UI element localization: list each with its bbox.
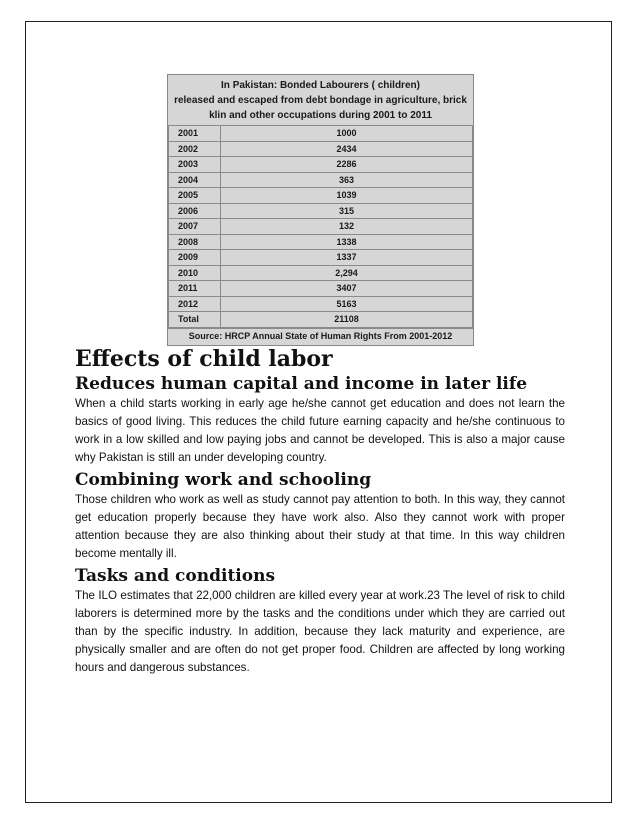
- table-cell-value: 363: [221, 172, 473, 188]
- table-row: [169, 265, 473, 281]
- table-row: [169, 157, 473, 173]
- table-cell-value: 1337: [221, 250, 473, 266]
- table-source: Source: HRCP Annual State of Human Rights From 2001-2012: [168, 328, 473, 343]
- table-caption: [168, 75, 473, 125]
- table-row: [169, 188, 473, 204]
- table-cell-year: 2012: [169, 296, 221, 312]
- table-row: [169, 296, 473, 312]
- table-row: [169, 126, 473, 142]
- caption-line-3: klin and other occupations during 2001 to 2011: [209, 110, 432, 121]
- table-cell-value: 2,294: [221, 265, 473, 281]
- caption-line-1: In Pakistan: Bonded Labourers ( children): [221, 80, 420, 91]
- table-row: [169, 219, 473, 235]
- table-row: [169, 281, 473, 297]
- table-row: [169, 250, 473, 266]
- table-cell-value: 315: [221, 203, 473, 219]
- table-row: [169, 234, 473, 250]
- data-table: [168, 125, 473, 328]
- table-row: [169, 312, 473, 328]
- table-cell-year: 2005: [169, 188, 221, 204]
- section-title: Combining work and schooling: [75, 470, 372, 490]
- table-row: [169, 141, 473, 157]
- table-cell-year: Total: [169, 312, 221, 328]
- table-cell-value: 21108: [221, 312, 473, 328]
- table-cell-year: 2003: [169, 157, 221, 173]
- section-body: When a child starts working in early age he/she cannot get education and does not learn the basics of good living. This reduces the child future earning capacity and he/she continuous to work in a low skilled and low paying jobs and cannot be developed. This is also a major cause why Pakistan is still an under developing country.: [75, 397, 565, 464]
- table-cell-value: 132: [221, 219, 473, 235]
- section-title: Reduces human capital and income in later life: [75, 374, 528, 394]
- table-cell-year: 2002: [169, 141, 221, 157]
- table-cell-value: 1338: [221, 234, 473, 250]
- table-cell-year: 2009: [169, 250, 221, 266]
- table-cell-value: 1000: [221, 126, 473, 142]
- table-cell-value: 3407: [221, 281, 473, 297]
- table-cell-value: 2434: [221, 141, 473, 157]
- table-cell-year: 2007: [169, 219, 221, 235]
- table-row: [169, 172, 473, 188]
- page-heading: Effects of child labor: [75, 346, 333, 372]
- table-cell-year: 2001: [169, 126, 221, 142]
- section-title: Tasks and conditions: [75, 566, 276, 586]
- document-content: [75, 345, 565, 679]
- section-body: The ILO estimates that 22,000 children are killed every year at work.23 The level of risk to child laborers is determined more by the tasks and the conditions under which they are carried out than by the specific industry. In addition, because they lack maturity and experience, are physically smaller and are often do not get proper food. Children are affected by long working hours and dangerous substances.: [75, 589, 565, 674]
- table-cell-value: 2286: [221, 157, 473, 173]
- table-cell-year: 2008: [169, 234, 221, 250]
- table-cell-year: 2010: [169, 265, 221, 281]
- table-cell-year: 2004: [169, 172, 221, 188]
- table-cell-value: 5163: [221, 296, 473, 312]
- table-row: [169, 203, 473, 219]
- table-cell-value: 1039: [221, 188, 473, 204]
- bonded-labourers-table: [167, 74, 474, 346]
- table-cell-year: 2006: [169, 203, 221, 219]
- section-body: Those children who work as well as study cannot pay attention to both. In this way, they cannot get education properly because they have work also. Also they cannot work with proper attention because they are also thinking about their study at that time. In this way children become mentally ill.: [75, 493, 565, 560]
- caption-line-2: released and escaped from debt bondage in agriculture, brick: [174, 95, 467, 106]
- table-cell-year: 2011: [169, 281, 221, 297]
